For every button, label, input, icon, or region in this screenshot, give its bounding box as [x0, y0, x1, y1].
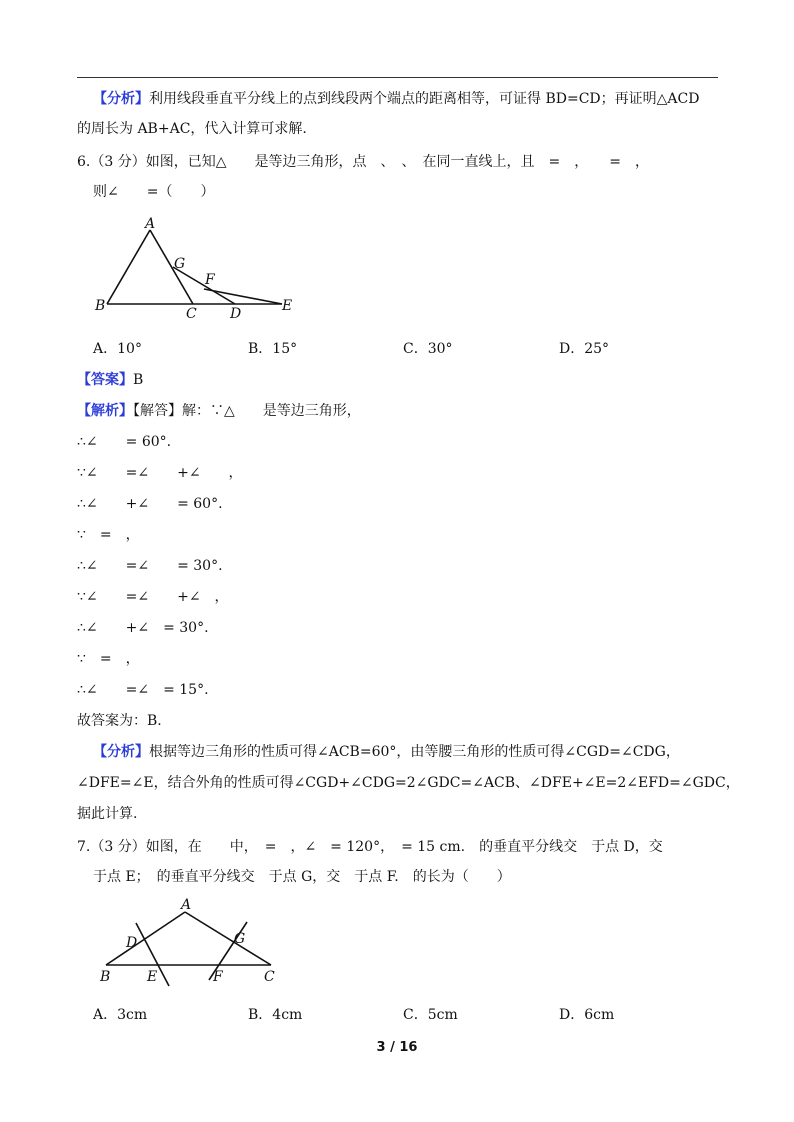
label-g: G [174, 256, 186, 272]
q6-analysis-line2: ∠DFE=∠E，结合外角的性质可得∠CGD+∠CDG=2∠GDC=∠ACB、∠DFE+∠E=2∠EFD=∠GDC， [77, 775, 740, 791]
q7-option-b: B．4cm [248, 1007, 303, 1023]
q6-step: ∴∠ = 60°. [77, 434, 172, 450]
label-c: C [186, 306, 197, 322]
q7-stem-line2: 于点 E； 的垂直平分线交 于点 G，交 于点 F. 的长为（ ） [93, 869, 511, 885]
answer-tag: 【答案】 [77, 372, 133, 388]
label-e: E [282, 298, 293, 314]
segment-ab [107, 230, 150, 304]
q6-solution-head: 【解析】【解答】解：∵△ 是等边三角形， [77, 403, 361, 419]
q6-step: ∴∠ =∠ = 30°. [77, 558, 223, 574]
page-number: 3 / 16 [376, 1040, 418, 1055]
segment-ac [150, 230, 193, 304]
label-c: C [264, 969, 275, 985]
label-e: E [147, 969, 158, 985]
prev-analysis-line1 [93, 88, 699, 108]
label-d: D [126, 935, 138, 951]
q6-option-b: B．15° [248, 341, 298, 357]
q6-option-c: C．30° [403, 341, 453, 357]
q7-option-c: C．5cm [403, 1007, 458, 1023]
header-rule [77, 77, 718, 78]
q7-option-a: A．3cm [93, 1007, 148, 1023]
q6-analysis-line3: 据此计算. [77, 806, 138, 822]
analysis-tag: 【分析】 [93, 91, 149, 107]
label-b: B [100, 969, 111, 985]
q6-step: ∵∠ =∠ +∠ ， [77, 465, 243, 481]
label-f: F [213, 969, 223, 985]
segment-ab [106, 912, 185, 965]
q6-figure [90, 212, 330, 328]
q6-analysis-line1: 【分析】根据等边三角形的性质可得∠ACB=60°，由等腰三角形的性质可得∠CGD=∠CDG， [93, 744, 680, 760]
segment-ac [185, 912, 271, 965]
q6-step: ∴∠ +∠ = 60°. [77, 496, 223, 512]
q7-option-d: D．6cm [559, 1007, 615, 1023]
segment-fe [204, 289, 282, 304]
q6-option-d: D．25° [559, 341, 610, 357]
q6-stem-line1: 6.（3 分）如图，已知△ 是等边三角形，点 、 、 在同一直线上，且 = ， = ， [77, 154, 649, 170]
label-g: G [234, 931, 246, 947]
label-b: B [95, 298, 106, 314]
q6-option-a: A．10° [93, 341, 142, 357]
answer-value: B [133, 372, 144, 388]
q6-step: ∴∠ =∠ = 15°. [77, 682, 209, 698]
label-a: A [145, 216, 156, 232]
label-a: A [181, 897, 192, 913]
q6-answer [77, 369, 143, 389]
solution-tag: 【解析】 [77, 403, 133, 419]
analysis-text: 利用线段垂直平分线上的点到线段两个端点的距离相等，可证得 BD=CD；再证明△ACD [149, 91, 700, 107]
analysis-tag: 【分析】 [93, 744, 149, 760]
q6-step: ∵ = ， [77, 527, 140, 543]
q6-step: ∵∠ =∠ +∠ ， [77, 589, 229, 605]
q6-stem-line2: 则∠ =（ ） [93, 184, 215, 200]
q7-figure [95, 895, 295, 995]
q7-stem-line1: 7.（3 分）如图，在 中， = ，∠ = 120°， = 15 cm. 的垂直平分线交 于点 D，交 [77, 839, 663, 855]
label-f: F [205, 272, 215, 288]
q6-step: ∴∠ +∠ = 30°. [77, 620, 209, 636]
q6-conclusion: 故答案为：B. [77, 713, 162, 729]
q6-step: ∵ = ， [77, 651, 140, 667]
label-d: D [230, 306, 242, 322]
prev-analysis-line2: 的周长为 AB+AC，代入计算可求解. [77, 121, 307, 137]
